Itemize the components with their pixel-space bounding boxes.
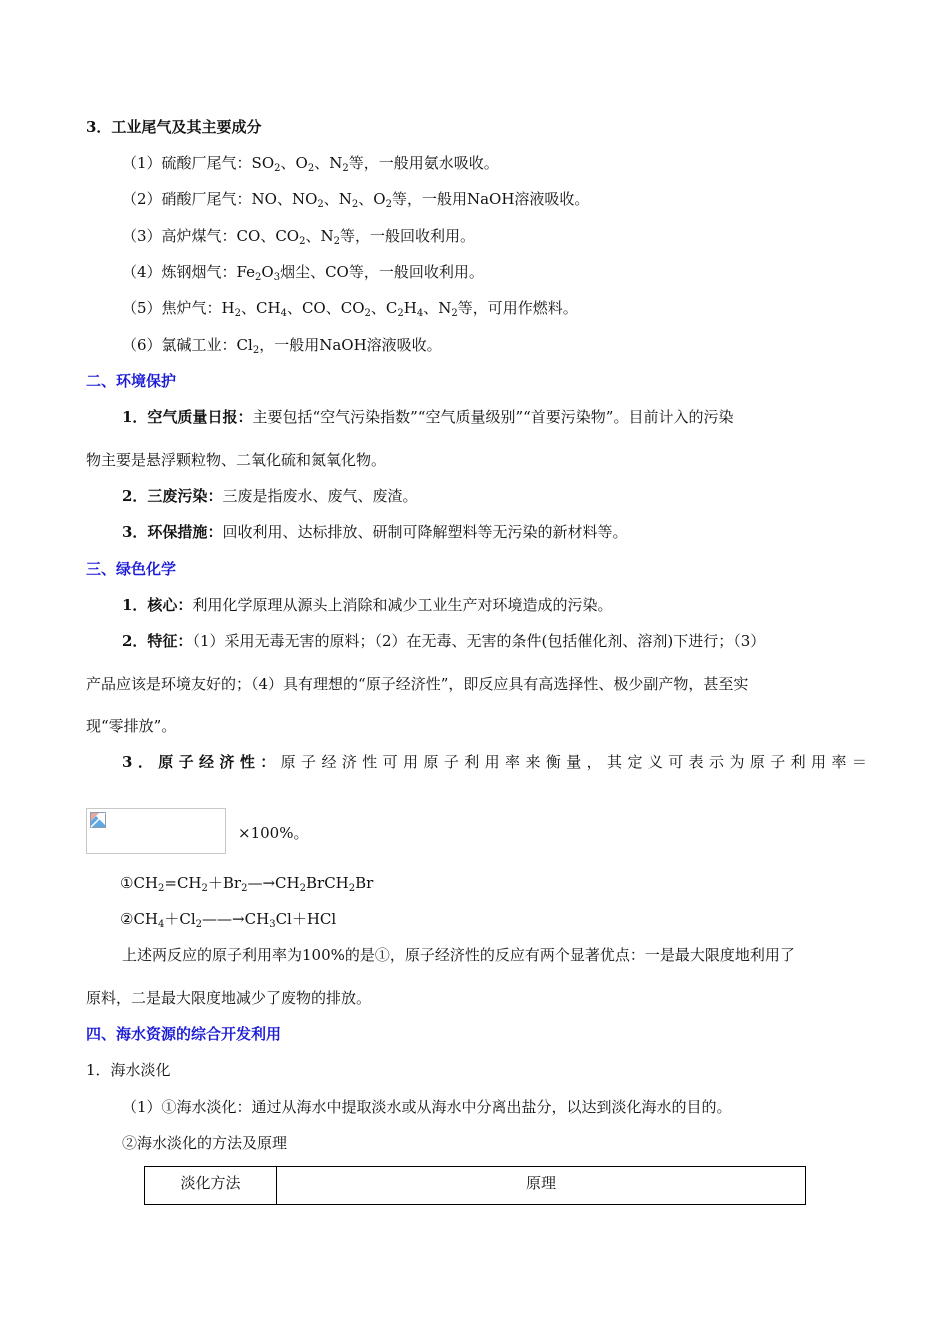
paragraph: （1）①海水淡化：通过从海水中提取淡水或从海水中分离出盐分，以达到淡化海水的目的。 xyxy=(122,1098,732,1116)
paragraph: 1．空气质量日报：主要包括“空气污染指数”“空气质量级别”“首要污染物”。目前计入的污染 xyxy=(122,408,734,426)
paragraph: 3．原子经济性：原子经济性可用原子利用率来衡量，其定义可表示为原子利用率＝ xyxy=(122,753,873,771)
list-item: （1）硫酸厂尾气：$SO_2$、$O_2$、$N_2$等，一般用氨水吸收。 xyxy=(122,154,499,174)
desalination-table xyxy=(144,1166,806,1205)
paragraph-label: 2．三废污染： xyxy=(122,487,223,505)
paragraph-continuation: 物主要是悬浮颗粒物、二氧化硫和氮氧化物。 xyxy=(86,451,387,469)
list-item: （3）高炉煤气：CO、$CO_2$、$N_2$等，一般回收利用。 xyxy=(122,227,475,247)
reaction-equation: $②CH_4+Cl_2——\to CH_3Cl+HCl$ xyxy=(120,910,337,930)
section-heading: 二、环境保护 xyxy=(86,372,177,390)
paragraph-label: 3．环保措施： xyxy=(122,523,223,541)
list-item: （2）硝酸厂尾气：NO、$NO_2$、$N_2$、$O_2$等，一般用NaOH溶液吸收。 xyxy=(122,190,590,210)
formula-suffix: ×100%。 xyxy=(238,824,309,842)
paragraph: ②海水淡化的方法及原理 xyxy=(122,1134,288,1152)
paragraph: 2．三废污染：三废是指废水、废气、废渣。 xyxy=(122,487,418,505)
formula-image-placeholder xyxy=(86,808,226,854)
paragraph-continuation: 现“零排放”。 xyxy=(86,717,177,735)
paragraph: 2．特征：（1）采用无毒无害的原料；（2）在无毒、无害的条件(包括催化剂、溶剂)下进行；（3） xyxy=(122,632,766,650)
reaction-equation: $①CH_2=CH_2+Br_2—\to CH_2BrCH_2Br$ xyxy=(120,874,374,894)
section-heading: 三、绿色化学 xyxy=(86,560,177,578)
paragraph-label: 1．核心： xyxy=(122,596,193,614)
paragraph: 3．环保措施：回收利用、达标排放、研制可降解塑料等无污染的新材料等。 xyxy=(122,523,628,541)
list-item: （6）氯碱工业：$Cl_2$，一般用NaOH溶液吸收。 xyxy=(122,336,442,356)
paragraph-label: 2．特征： xyxy=(122,632,193,650)
section-heading: 四、海水资源的综合开发利用 xyxy=(86,1025,282,1043)
paragraph-continuation: 产品应该是环境友好的；（4）具有理想的“原子经济性”，即反应具有高选择性、极少副产物，甚至实 xyxy=(86,675,749,693)
paragraph-label: 1．空气质量日报： xyxy=(122,408,253,426)
section-title: 3．工业尾气及其主要成分 xyxy=(86,118,262,136)
paragraph: 上述两反应的原子利用率为100%的是①，原子经济性的反应有两个显著优点：一是最大限度地利用了 xyxy=(122,946,795,964)
subsection-title: 1．海水淡化 xyxy=(86,1061,171,1079)
table-header-method: 淡化方法 xyxy=(145,1167,277,1204)
list-item: （5）焦炉气：$H_2$、$CH_4$、CO、$CO_2$、$C_2H_4$、$N_2$等，可用作燃料。 xyxy=(122,299,578,319)
paragraph: 1．核心：利用化学原理从源头上消除和减少工业生产对环境造成的污染。 xyxy=(122,596,613,614)
paragraph-continuation: 原料，二是最大限度地减少了废物的排放。 xyxy=(86,989,372,1007)
list-item: （4）炼钢烟气：$Fe_2O_3$烟尘、CO等，一般回收利用。 xyxy=(122,263,484,283)
broken-image-icon xyxy=(90,812,106,828)
table-header-principle: 原理 xyxy=(525,1174,556,1192)
paragraph-label: 3．原子经济性： xyxy=(122,753,281,771)
